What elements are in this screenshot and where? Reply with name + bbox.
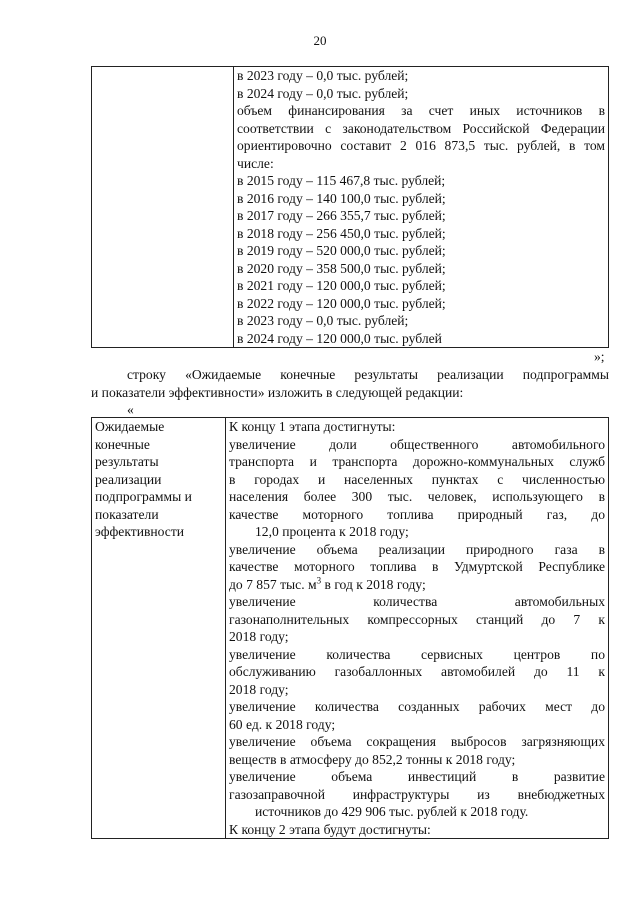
- results-line: источников до 429 906 тыс. рублей к 2018 году.: [255, 804, 529, 819]
- table-row: [92, 67, 609, 348]
- cubic-superscript: 3: [316, 574, 322, 585]
- paragraph-line: строку «Ожидаемые конечные результаты реализации подпрограммы: [127, 367, 609, 382]
- results-table-right-cell: [226, 418, 609, 839]
- results-line: увеличение объема сокращения выбросов загрязняющих: [229, 734, 605, 749]
- financing-line: числе:: [237, 155, 274, 171]
- row-heading-line: реализации: [95, 471, 162, 487]
- financing-line: в 2024 году – 0,0 тыс. рублей;: [237, 85, 409, 101]
- results-line: в городах и населенных пунктах с численностью: [229, 471, 605, 487]
- financing-table: [91, 66, 609, 348]
- financing-line: в 2023 году – 0,0 тыс. рублей;: [237, 313, 409, 328]
- results-table: [91, 417, 609, 839]
- results-line: увеличение количества созданных рабочих мест до: [229, 699, 605, 714]
- results-line: газозаправочной инфраструктуры из внебюджетных: [229, 786, 605, 802]
- results-line: веществ в атмосферу до 852,2 тонны к 2018 году;: [229, 751, 516, 767]
- results-line: качестве моторного топлива природный газ, до: [229, 506, 605, 522]
- financing-table-left-cell: [92, 67, 234, 348]
- financing-line: в 2024 году – 120 000,0 тыс. рублей: [237, 330, 442, 346]
- financing-line: в 2022 году – 120 000,0 тыс. рублей;: [237, 295, 446, 311]
- results-line: К концу 1 этапа достигнуты:: [229, 419, 396, 434]
- financing-line: в 2015 году – 115 467,8 тыс. рублей;: [237, 173, 446, 188]
- amendment-paragraph: [91, 366, 609, 401]
- table-row: [92, 418, 609, 839]
- financing-line: в 2019 году – 520 000,0 тыс. рублей;: [237, 243, 446, 258]
- row-heading-line: эффективности: [95, 524, 185, 539]
- financing-line: в 2018 году – 256 450,0 тыс. рублей;: [237, 225, 446, 241]
- row-heading-line: конечные: [95, 436, 150, 452]
- financing-line: в 2021 году – 120 000,0 тыс. рублей;: [237, 278, 446, 293]
- row-heading-line: Ожидаемые: [95, 419, 165, 434]
- row-heading-line: показатели: [95, 506, 159, 522]
- volume-text-end: в год к 2018 году;: [321, 576, 426, 592]
- results-line: увеличение доли общественного автомобильного: [229, 436, 605, 452]
- financing-line: объем финансирования за счет иных источников в: [237, 103, 605, 118]
- financing-line: ориентировочно составит 2 016 873,5 тыс. рублей, в том: [237, 138, 605, 153]
- results-line: 2018 году;: [229, 681, 289, 697]
- financing-line: в 2016 году – 140 100,0 тыс. рублей;: [237, 190, 446, 206]
- results-line: [229, 576, 605, 594]
- financing-line: соответствии с законодательством Российской Федерации: [237, 120, 605, 136]
- results-line: увеличение количества сервисных центров по: [229, 646, 605, 662]
- opening-quote: «: [127, 402, 134, 417]
- results-line: обслуживанию газобаллонных автомобилей до 11 к: [229, 664, 605, 679]
- results-line: 12,0 процента к 2018 году;: [255, 524, 409, 539]
- results-line: населения более 300 тыс. человек, использующего в: [229, 489, 605, 504]
- volume-text: до 7 857 тыс. м: [229, 576, 317, 592]
- paragraph-line: и показатели эффективности» изложить в следующей редакции:: [91, 384, 464, 400]
- financing-table-right-cell: [234, 67, 609, 348]
- closing-quote: »;: [594, 349, 605, 364]
- results-line: 2018 году;: [229, 629, 289, 644]
- results-line: увеличение объема инвестиций в развитие: [229, 769, 605, 784]
- page-number: 20: [313, 33, 327, 48]
- financing-line: в 2020 году – 358 500,0 тыс. рублей;: [237, 260, 446, 276]
- results-line: газонаполнительных компрессорных станций до 7 к: [229, 611, 605, 627]
- results-line: увеличение объема реализации природного газа в: [229, 541, 605, 557]
- results-line: транспорта и транспорта дорожно-коммунальных служб: [229, 454, 605, 469]
- financing-line: в 2017 году – 266 355,7 тыс. рублей;: [237, 208, 446, 223]
- results-line: увеличение количества автомобильных: [229, 594, 605, 609]
- financing-line: в 2023 году – 0,0 тыс. рублей;: [237, 68, 409, 83]
- results-line: К концу 2 этапа будут достигнуты:: [229, 821, 431, 837]
- row-heading-line: подпрограммы и: [95, 489, 192, 504]
- results-table-left-cell: [92, 418, 226, 839]
- results-line: качестве моторного топлива в Удмуртской Республике: [229, 559, 605, 574]
- row-heading-line: результаты: [95, 454, 159, 469]
- results-line: 60 ед. к 2018 году;: [229, 716, 336, 732]
